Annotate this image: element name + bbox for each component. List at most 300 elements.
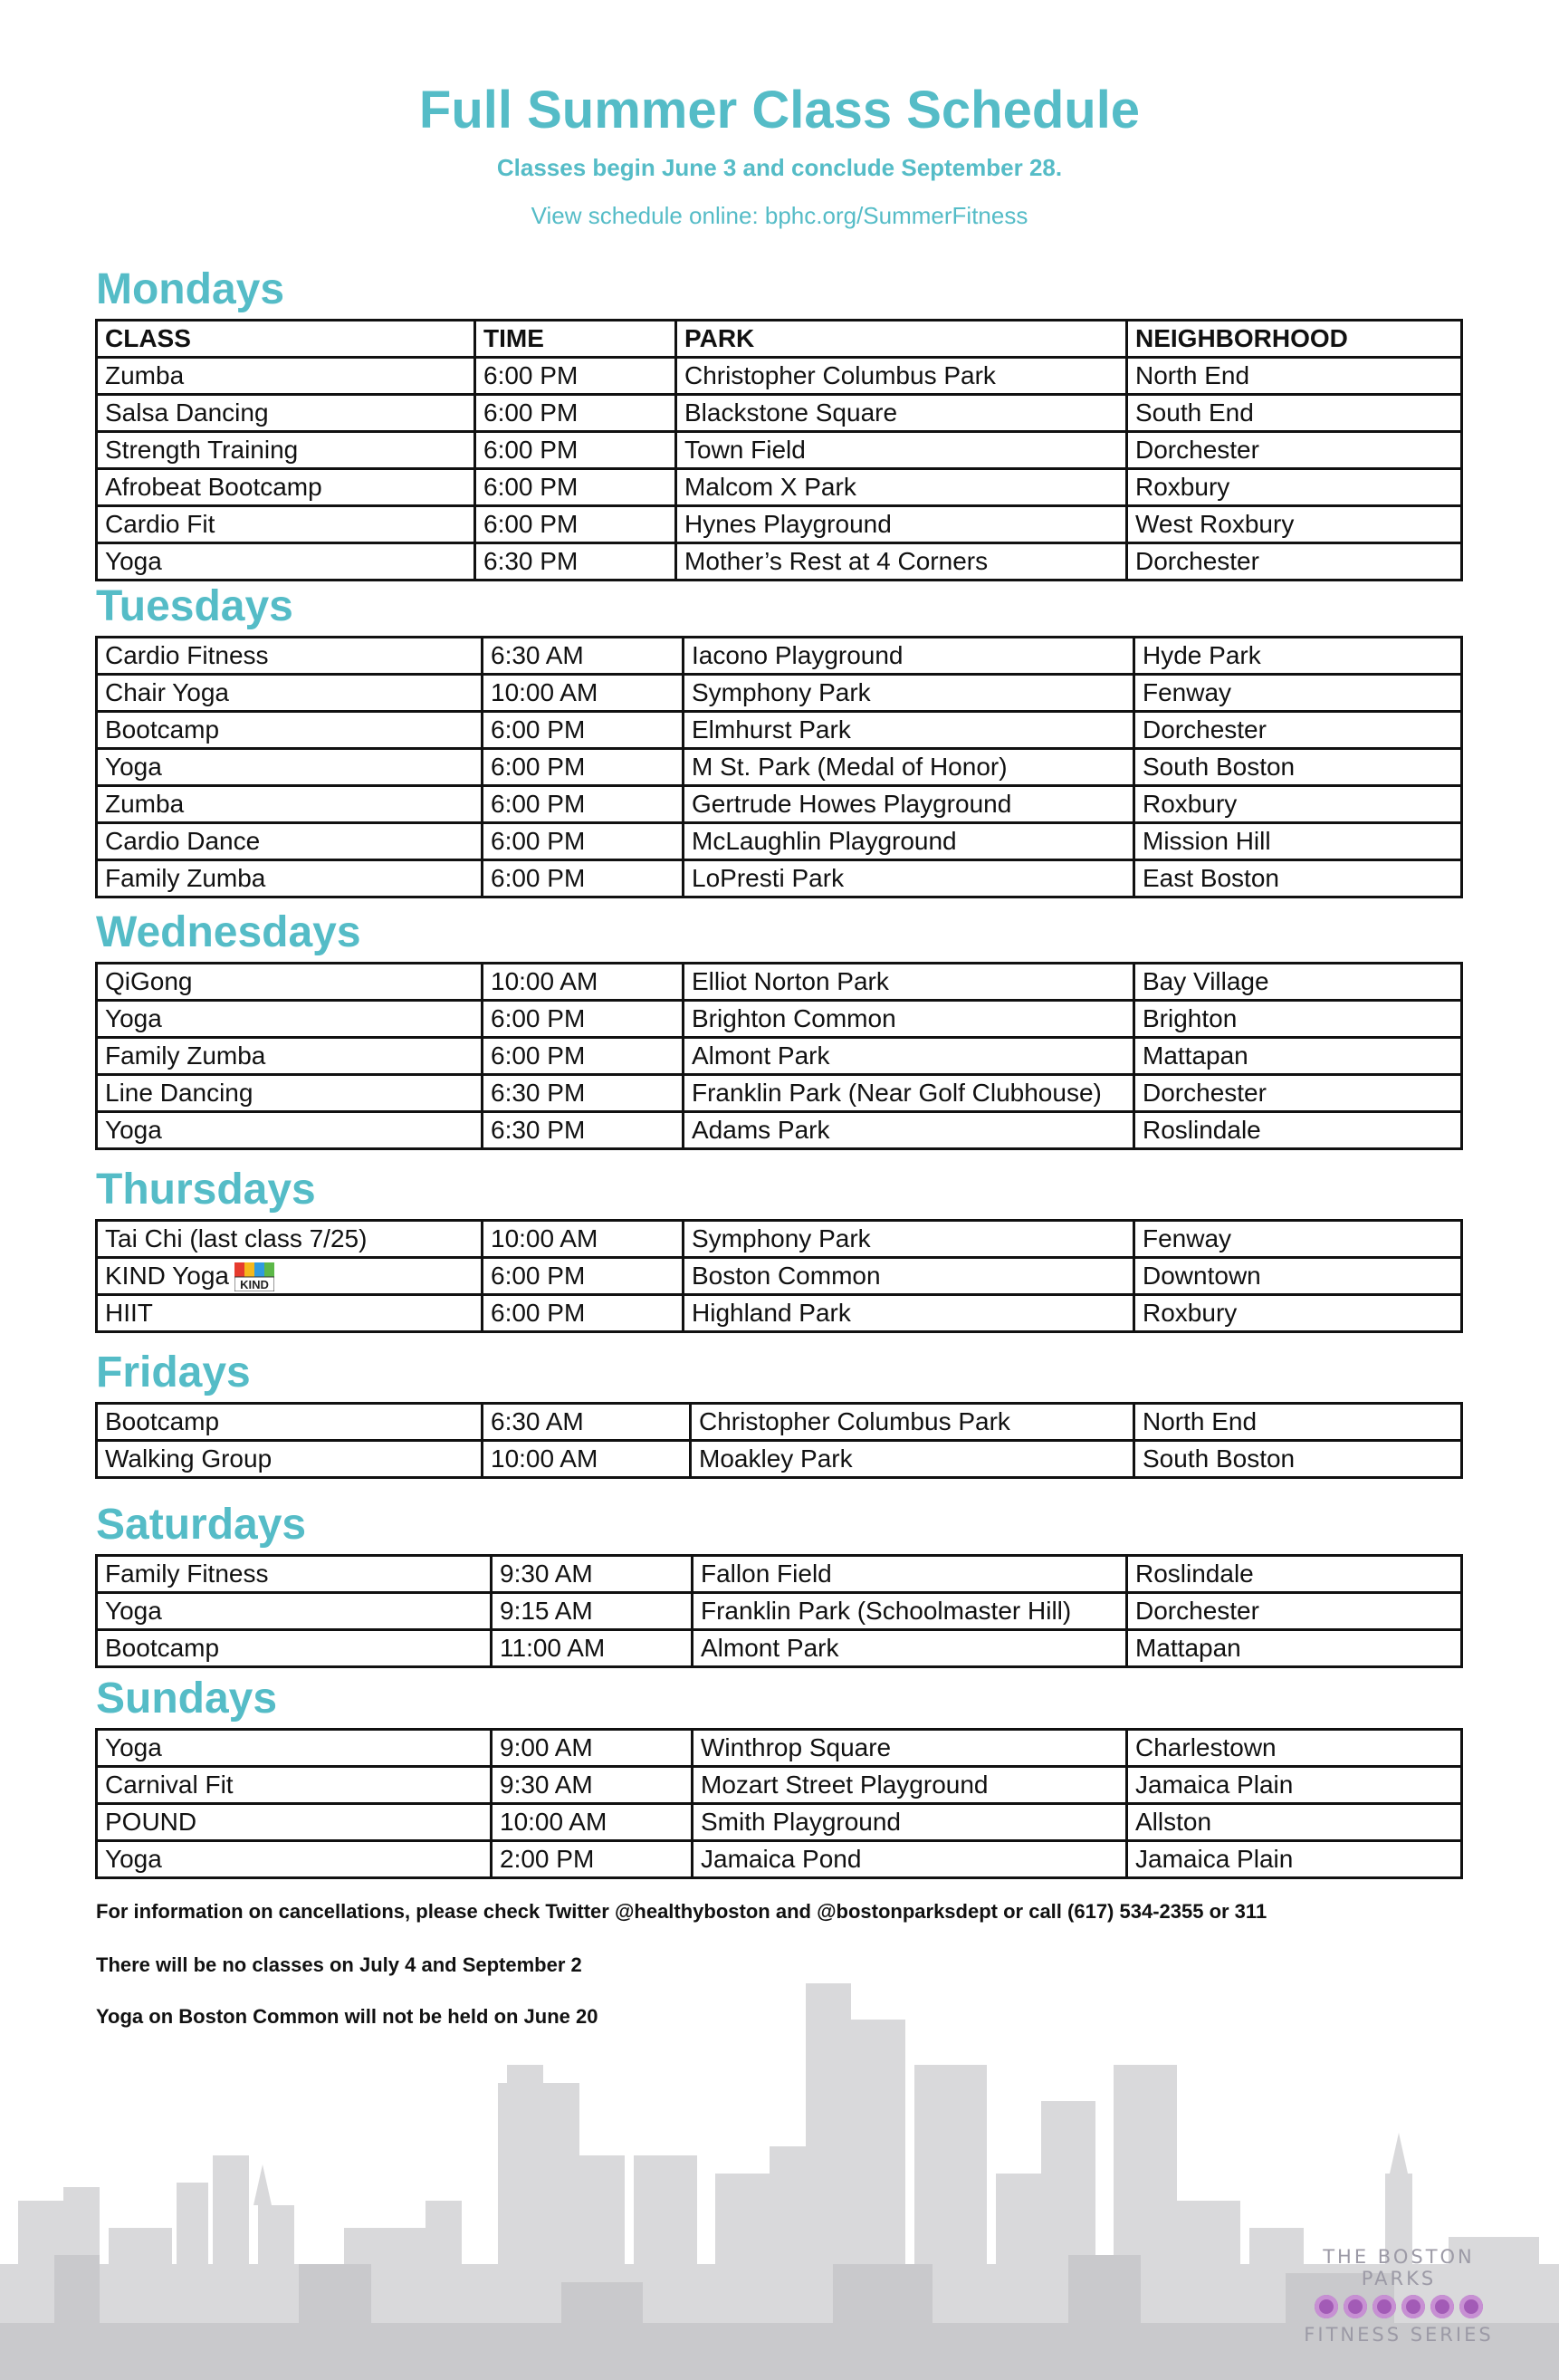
park-cell (684, 860, 1134, 897)
park-text: Brighton Common (692, 1004, 896, 1032)
time-cell (492, 1630, 693, 1667)
series-logo-bottom: FITNESS SERIES (1304, 2324, 1494, 2346)
time-cell (492, 1841, 693, 1878)
table-row (97, 1441, 1462, 1478)
neighborhood-text: Fenway (1143, 1224, 1232, 1252)
table-row (97, 1075, 1462, 1112)
series-dot-icon (1430, 2295, 1454, 2318)
neighborhood-text: Jamaica Plain (1135, 1771, 1294, 1799)
boston-parks-fitness-series-logo (1304, 2246, 1494, 2346)
time-text: 9:30 AM (500, 1771, 593, 1799)
park-cell (693, 1556, 1127, 1593)
table-row (97, 1258, 1462, 1295)
park-cell (684, 1038, 1134, 1075)
class-cell (97, 1767, 492, 1804)
neighborhood-cell (1134, 860, 1462, 897)
time-cell (475, 432, 676, 469)
class-text: Line Dancing (105, 1079, 253, 1107)
note-boston-common: Yoga on Boston Common will not be held on June 20 (96, 2005, 598, 2028)
table-row (97, 395, 1462, 432)
park-text: Elliot Norton Park (692, 967, 889, 995)
time-cell (475, 469, 676, 506)
day-heading: Sundays (96, 1675, 278, 1723)
park-text: Adams Park (692, 1116, 830, 1144)
park-text: Christopher Columbus Park (684, 361, 996, 389)
time-text: 6:30 PM (491, 1079, 586, 1107)
neighborhood-text: Mission Hill (1143, 827, 1271, 855)
class-cell (97, 1630, 492, 1667)
park-text: Smith Playground (701, 1808, 902, 1836)
class-text: Afrobeat Bootcamp (105, 473, 322, 501)
table-row (97, 1730, 1462, 1767)
schedule-table (95, 319, 1463, 581)
time-text: 9:00 AM (500, 1733, 593, 1761)
class-cell (97, 1841, 492, 1878)
class-cell (97, 1112, 483, 1149)
park-cell (684, 712, 1134, 749)
time-cell (483, 964, 684, 1001)
time-cell (492, 1730, 693, 1767)
neighborhood-text: North End (1143, 1407, 1258, 1435)
table-row (97, 964, 1462, 1001)
table-row (97, 1001, 1462, 1038)
class-text: Yoga (105, 753, 162, 781)
park-text: Franklin Park (Near Golf Clubhouse) (692, 1079, 1102, 1107)
table-row (97, 1804, 1462, 1841)
class-text: Walking Group (105, 1444, 273, 1473)
class-cell (97, 1441, 483, 1478)
neighborhood-text: Mattapan (1143, 1041, 1248, 1070)
table-row (97, 1295, 1462, 1332)
time-text: 6:00 PM (483, 473, 579, 501)
park-text: Town Field (684, 436, 806, 464)
neighborhood-cell (1134, 712, 1462, 749)
schedule-table (95, 636, 1463, 898)
class-text: Bootcamp (105, 1634, 220, 1662)
park-text: Symphony Park (692, 1224, 871, 1252)
park-cell (684, 1001, 1134, 1038)
neighborhood-cell (1127, 543, 1462, 581)
park-cell (684, 823, 1134, 860)
table-row (97, 1556, 1462, 1593)
time-text: 10:00 AM (491, 1444, 598, 1473)
neighborhood-text: Dorchester (1135, 547, 1259, 575)
neighborhood-text: South Boston (1143, 1444, 1296, 1473)
neighborhood-text: West Roxbury (1135, 510, 1295, 538)
neighborhood-cell (1134, 1112, 1462, 1149)
class-cell (97, 1038, 483, 1075)
time-cell (483, 1112, 684, 1149)
class-text: Cardio Fitness (105, 641, 269, 669)
class-cell (97, 749, 483, 786)
park-text: Malcom X Park (684, 473, 856, 501)
park-cell (693, 1767, 1127, 1804)
day-heading: Mondays (96, 265, 285, 313)
park-text: Winthrop Square (701, 1733, 892, 1761)
neighborhood-text: Charlestown (1135, 1733, 1277, 1761)
table-row (97, 675, 1462, 712)
neighborhood-text: Roslindale (1135, 1559, 1254, 1588)
note-holidays: There will be no classes on July 4 and September 2 (96, 1953, 582, 1976)
neighborhood-text: North End (1135, 361, 1250, 389)
neighborhood-text: Brighton (1143, 1004, 1238, 1032)
neighborhood-text: Roxbury (1143, 790, 1238, 818)
table-row (97, 712, 1462, 749)
day-heading: Wednesdays (96, 908, 361, 956)
time-text: 6:00 PM (491, 827, 586, 855)
schedule-table (95, 1728, 1463, 1879)
series-dot-icon (1372, 2295, 1396, 2318)
table-row (97, 543, 1462, 581)
neighborhood-cell (1134, 749, 1462, 786)
time-text: 2:00 PM (500, 1845, 595, 1873)
table-row (97, 786, 1462, 823)
time-cell (483, 675, 684, 712)
time-cell (492, 1556, 693, 1593)
time-text: 6:00 PM (483, 436, 579, 464)
table-row (97, 638, 1462, 675)
park-text: Elmhurst Park (692, 715, 851, 744)
class-text: Tai Chi (last class 7/25) (105, 1224, 368, 1252)
table-row (97, 1038, 1462, 1075)
class-cell (97, 1075, 483, 1112)
day-heading: Tuesdays (96, 582, 293, 630)
table-row (97, 823, 1462, 860)
park-text: Blackstone Square (684, 398, 898, 427)
park-text: McLaughlin Playground (692, 827, 957, 855)
time-text: 6:00 PM (483, 398, 579, 427)
neighborhood-cell (1127, 1630, 1462, 1667)
class-text: HIIT (105, 1299, 153, 1327)
neighborhood-text: Dorchester (1143, 1079, 1267, 1107)
neighborhood-cell (1127, 1804, 1462, 1841)
class-text: Strength Training (105, 436, 299, 464)
schedule-table (95, 1554, 1463, 1668)
time-cell (492, 1593, 693, 1630)
park-text: Hynes Playground (684, 510, 892, 538)
class-text: Bootcamp (105, 1407, 220, 1435)
park-text: Symphony Park (692, 678, 871, 706)
day-heading: Saturdays (96, 1501, 307, 1549)
online-schedule-link[interactable]: View schedule online: bphc.org/SummerFitness (531, 201, 1028, 229)
time-text: 6:00 PM (491, 1004, 586, 1032)
class-cell (97, 786, 483, 823)
table-row (97, 506, 1462, 543)
time-cell (483, 1221, 684, 1258)
class-cell (97, 638, 483, 675)
neighborhood-cell (1127, 358, 1462, 395)
neighborhood-text: Dorchester (1135, 436, 1259, 464)
park-text: Christopher Columbus Park (699, 1407, 1010, 1435)
class-text: Yoga (105, 1845, 162, 1873)
class-text: POUND (105, 1808, 197, 1836)
table-row (97, 1221, 1462, 1258)
class-cell (97, 712, 483, 749)
time-text: 6:30 PM (483, 547, 579, 575)
day-heading: Thursdays (96, 1166, 316, 1214)
class-text: Family Zumba (105, 1041, 266, 1070)
neighborhood-text: East Boston (1143, 864, 1279, 892)
table-row (97, 1767, 1462, 1804)
day-heading: Fridays (96, 1348, 251, 1396)
park-cell (684, 1258, 1134, 1295)
park-text: LoPresti Park (692, 864, 845, 892)
park-cell (693, 1730, 1127, 1767)
park-text: Mozart Street Playground (701, 1771, 989, 1799)
park-text: Gertrude Howes Playground (692, 790, 1012, 818)
class-cell (97, 1730, 492, 1767)
time-text: 9:30 AM (500, 1559, 593, 1588)
neighborhood-cell (1134, 964, 1462, 1001)
class-cell (97, 469, 475, 506)
class-text: Cardio Fit (105, 510, 215, 538)
park-cell (676, 395, 1127, 432)
time-cell (492, 1804, 693, 1841)
neighborhood-cell (1134, 1038, 1462, 1075)
park-cell (693, 1630, 1127, 1667)
class-text: Yoga (105, 1004, 162, 1032)
neighborhood-text: Roxbury (1135, 473, 1230, 501)
table-row (97, 469, 1462, 506)
class-cell (97, 395, 475, 432)
class-text: QiGong (105, 967, 193, 995)
table-row (97, 1404, 1462, 1441)
neighborhood-cell (1134, 1001, 1462, 1038)
time-cell (475, 543, 676, 581)
class-text: Chair Yoga (105, 678, 230, 706)
class-cell (97, 1804, 492, 1841)
time-text: 6:00 PM (491, 715, 586, 744)
neighborhood-cell (1134, 1404, 1462, 1441)
neighborhood-cell (1127, 395, 1462, 432)
class-cell (97, 1556, 492, 1593)
class-cell (97, 1593, 492, 1630)
neighborhood-cell (1134, 1441, 1462, 1478)
time-text: 11:00 AM (500, 1634, 606, 1662)
table-row (97, 1630, 1462, 1667)
time-text: 10:00 AM (491, 967, 598, 995)
park-cell (676, 543, 1127, 581)
time-text: 6:30 PM (491, 1116, 586, 1144)
class-text: Yoga (105, 1733, 162, 1761)
schedule-table (95, 1402, 1463, 1479)
park-cell (693, 1841, 1127, 1878)
park-text: M St. Park (Medal of Honor) (692, 753, 1008, 781)
class-text: Family Zumba (105, 864, 266, 892)
park-text: Fallon Field (701, 1559, 832, 1588)
time-text: 6:00 PM (491, 864, 586, 892)
park-cell (693, 1593, 1127, 1630)
class-cell (97, 432, 475, 469)
time-cell (483, 1038, 684, 1075)
neighborhood-cell (1127, 469, 1462, 506)
table-row (97, 1593, 1462, 1630)
class-cell (97, 1001, 483, 1038)
park-cell (693, 1804, 1127, 1841)
table-row (97, 749, 1462, 786)
neighborhood-text: Bay Village (1143, 967, 1269, 995)
neighborhood-cell (1134, 786, 1462, 823)
neighborhood-text: Dorchester (1143, 715, 1267, 744)
kind-logo-icon (234, 1262, 274, 1291)
kind-logo-text: KIND (240, 1278, 269, 1292)
neighborhood-cell (1127, 1556, 1462, 1593)
class-cell (97, 964, 483, 1001)
time-cell (483, 638, 684, 675)
neighborhood-text: Allston (1135, 1808, 1212, 1836)
time-cell (483, 1075, 684, 1112)
neighborhood-text: Roslindale (1143, 1116, 1261, 1144)
table-header-row (97, 321, 1462, 358)
column-header-park: PARK (676, 321, 1127, 358)
class-text: Cardio Dance (105, 827, 261, 855)
column-header-class: CLASS (97, 321, 475, 358)
time-cell (483, 823, 684, 860)
neighborhood-cell (1134, 1295, 1462, 1332)
time-text: 6:00 PM (491, 753, 586, 781)
park-cell (676, 432, 1127, 469)
park-text: Jamaica Pond (701, 1845, 862, 1873)
park-text: Iacono Playground (692, 641, 904, 669)
neighborhood-text: Dorchester (1135, 1597, 1259, 1625)
time-text: 9:15 AM (500, 1597, 593, 1625)
schedule-table (95, 962, 1463, 1150)
neighborhood-cell (1134, 1075, 1462, 1112)
note-cancellations: For information on cancellations, please check Twitter @healthyboston and @bostonparksdept or call (617) 534-2355 or 311 (96, 1900, 1267, 1923)
table-row (97, 860, 1462, 897)
class-cell (97, 823, 483, 860)
park-cell (676, 469, 1127, 506)
park-cell (676, 358, 1127, 395)
park-cell (691, 1441, 1134, 1478)
neighborhood-text: Downtown (1143, 1262, 1261, 1290)
time-cell (483, 1404, 691, 1441)
class-cell (97, 543, 475, 581)
park-cell (684, 638, 1134, 675)
neighborhood-text: Hyde Park (1143, 641, 1261, 669)
time-text: 6:00 PM (491, 1041, 586, 1070)
class-cell (97, 1295, 483, 1332)
park-cell (676, 506, 1127, 543)
time-cell (483, 712, 684, 749)
table-row (97, 358, 1462, 395)
park-cell (684, 749, 1134, 786)
neighborhood-text: South End (1135, 398, 1254, 427)
time-text: 6:00 PM (483, 361, 579, 389)
time-text: 6:00 PM (491, 790, 586, 818)
class-cell (97, 1221, 483, 1258)
time-cell (483, 749, 684, 786)
park-cell (684, 786, 1134, 823)
neighborhood-text: Mattapan (1135, 1634, 1241, 1662)
page-header (0, 82, 1559, 230)
series-dot-icon (1315, 2295, 1338, 2318)
column-header-neighborhood: NEIGHBORHOOD (1127, 321, 1462, 358)
time-text: 10:00 AM (491, 1224, 598, 1252)
neighborhood-text: Fenway (1143, 678, 1232, 706)
neighborhood-cell (1134, 675, 1462, 712)
class-cell (97, 675, 483, 712)
class-text: Yoga (105, 1597, 162, 1625)
neighborhood-cell (1127, 432, 1462, 469)
neighborhood-cell (1127, 1767, 1462, 1804)
schedule-table (95, 1219, 1463, 1333)
class-text: Yoga (105, 1116, 162, 1144)
park-cell (691, 1404, 1134, 1441)
series-logo-icons (1304, 2295, 1494, 2318)
class-text: Bootcamp (105, 715, 220, 744)
time-text: 10:00 AM (500, 1808, 607, 1836)
class-text: Yoga (105, 547, 162, 575)
time-cell (483, 860, 684, 897)
neighborhood-cell (1127, 506, 1462, 543)
class-text: Carnival Fit (105, 1771, 234, 1799)
neighborhood-text: Roxbury (1143, 1299, 1238, 1327)
series-dot-icon (1401, 2295, 1425, 2318)
park-text: Highland Park (692, 1299, 851, 1327)
park-cell (684, 1075, 1134, 1112)
park-text: Boston Common (692, 1262, 881, 1290)
time-cell (483, 786, 684, 823)
class-text: Family Fitness (105, 1559, 269, 1588)
time-cell (475, 506, 676, 543)
series-dot-icon (1344, 2295, 1367, 2318)
page-title: Full Summer Class Schedule (418, 81, 1141, 139)
park-cell (684, 1221, 1134, 1258)
park-text: Almont Park (701, 1634, 839, 1662)
column-header-time: TIME (475, 321, 676, 358)
table-row (97, 432, 1462, 469)
park-text: Franklin Park (Schoolmaster Hill) (701, 1597, 1072, 1625)
park-cell (684, 675, 1134, 712)
class-cell (97, 1258, 483, 1295)
park-cell (684, 1295, 1134, 1332)
table-row (97, 1841, 1462, 1878)
time-text: 6:00 PM (491, 1262, 586, 1290)
neighborhood-cell (1127, 1593, 1462, 1630)
time-text: 6:30 AM (491, 641, 584, 669)
time-cell (483, 1258, 684, 1295)
time-text: 10:00 AM (491, 678, 598, 706)
neighborhood-cell (1134, 1221, 1462, 1258)
time-text: 6:00 PM (483, 510, 579, 538)
time-text: 6:00 PM (491, 1299, 586, 1327)
class-cell (97, 1404, 483, 1441)
class-cell (97, 358, 475, 395)
park-text: Mother’s Rest at 4 Corners (684, 547, 989, 575)
time-cell (475, 358, 676, 395)
time-cell (483, 1001, 684, 1038)
time-cell (475, 395, 676, 432)
time-text: 6:30 AM (491, 1407, 584, 1435)
neighborhood-cell (1127, 1841, 1462, 1878)
time-cell (492, 1767, 693, 1804)
date-range-subtitle: Classes begin June 3 and conclude September 28. (496, 153, 1063, 181)
neighborhood-text: Jamaica Plain (1135, 1845, 1294, 1873)
class-text: Zumba (105, 361, 185, 389)
park-cell (684, 964, 1134, 1001)
class-text: Salsa Dancing (105, 398, 269, 427)
park-cell (684, 1112, 1134, 1149)
neighborhood-cell (1134, 638, 1462, 675)
class-text: Zumba (105, 790, 185, 818)
neighborhood-text: South Boston (1143, 753, 1296, 781)
park-text: Moakley Park (699, 1444, 853, 1473)
time-cell (483, 1441, 691, 1478)
neighborhood-cell (1134, 1258, 1462, 1295)
neighborhood-cell (1127, 1730, 1462, 1767)
series-logo-top: THE BOSTON PARKS (1323, 2246, 1475, 2289)
